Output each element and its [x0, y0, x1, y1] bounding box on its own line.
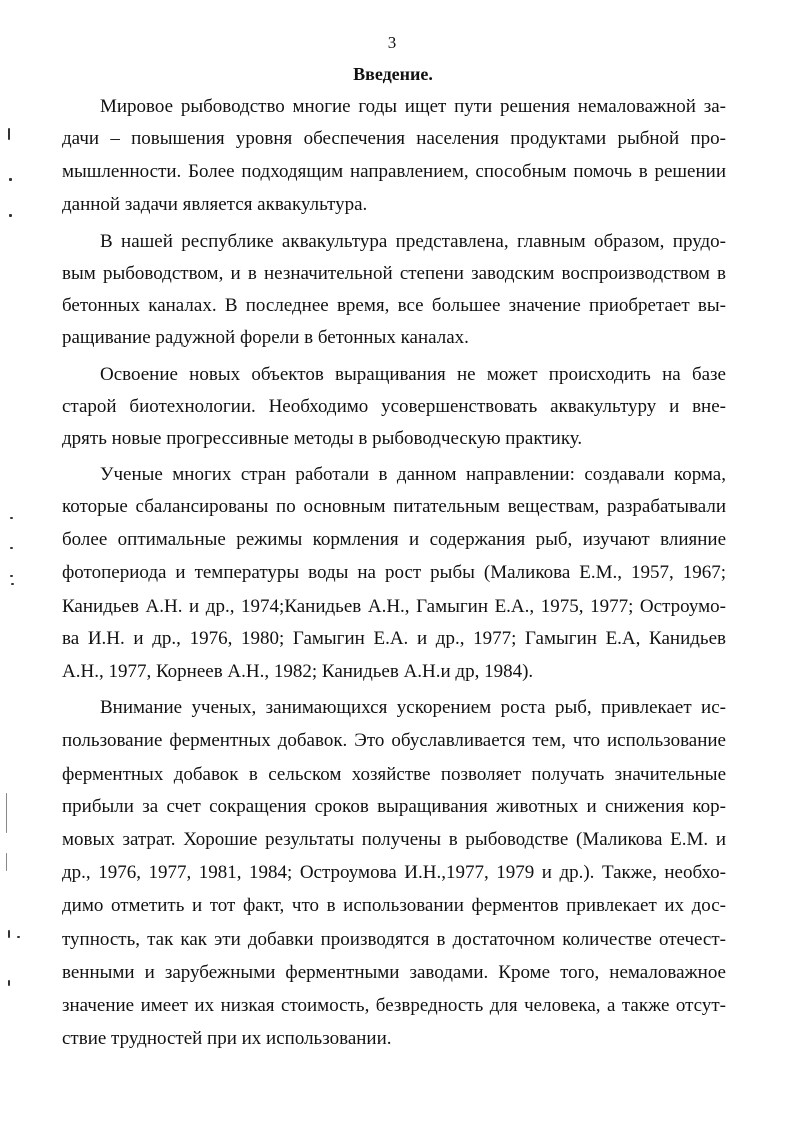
scan-speck — [8, 930, 10, 938]
scan-speck — [17, 936, 20, 938]
page-number: 3 — [387, 33, 397, 52]
text-line: Мировое рыбоводство многие годы ищет пути решения немаловажной за- — [100, 96, 726, 117]
text-line: В нашей республике аквакультура представлена, главным образом, прудо- — [100, 231, 726, 252]
text-line: мовых затрат. Хорошие результаты получены в рыбоводстве (Маликова Е.М. и — [62, 829, 726, 850]
text-line: дрять новые прогрессивные методы в рыбоводческую практику. — [62, 428, 583, 449]
text-line: старой биотехнологии. Необходимо усовершенствовать аквакультуру и вне- — [62, 396, 726, 417]
text-line: Ученые многих стран работали в данном направлении: создавали корма, — [100, 464, 726, 485]
scan-speck — [11, 583, 14, 585]
text-line: значение имеет их низкая стоимость, безвредность для человека, а также отсут- — [62, 995, 726, 1016]
text-line: Освоение новых объектов выращивания не может происходить на базе — [100, 364, 726, 385]
text-line: фотопериода и температуры воды на рост рыбы (Маликова Е.М., 1957, 1967; — [62, 562, 726, 583]
text-line: данной задачи является аквакультура. — [62, 194, 368, 215]
text-line: димо отметить и тот факт, что в использовании ферментов привлекает их дос- — [62, 895, 726, 916]
text-line: венными и зарубежными ферментными заводами. Кроме того, немаловажное — [62, 962, 726, 983]
text-line: бетонных каналах. В последнее время, все большее значение приобретает вы- — [62, 295, 726, 316]
text-line: ращивание радужной форели в бетонных каналах. — [62, 327, 469, 348]
text-line: ствие трудностей при их использовании. — [62, 1028, 392, 1049]
text-line: др., 1976, 1977, 1981, 1984; Остроумова И.Н.,1977, 1979 и др.). Также, необхо- — [62, 862, 726, 883]
text-line: прибыли за счет сокращения сроков выращивания животных и снижения кор- — [62, 796, 726, 817]
scan-speck — [9, 178, 12, 181]
text-line: вым рыбоводством, и в незначительной степени заводским воспроизводством в — [62, 263, 726, 284]
text-line: Внимание ученых, занимающихся ускорением роста рыб, привлекает ис- — [100, 697, 726, 718]
text-line: ферментных добавок в сельском хозяйстве позволяет получать значительные — [62, 764, 726, 785]
text-line: которые сбалансированы по основным питательным веществам, разрабатывали — [62, 496, 726, 517]
scan-speck — [8, 128, 10, 140]
scan-speck — [6, 853, 7, 871]
text-line: более оптимальные режимы кормления и содержания рыб, изучают влияние — [62, 529, 726, 550]
text-line: мышленности. Более подходящим направлением, способным помочь в решении — [62, 161, 726, 182]
text-line: пользование ферментных добавок. Это обуславливается тем, что использование — [62, 730, 726, 751]
text-line: дачи – повышения уровня обеспечения населения продуктами рыбной про- — [62, 128, 726, 149]
text-line: тупность, так как эти добавки производятся в достаточном количестве отечест- — [62, 929, 726, 950]
text-line: А.Н., 1977, Корнеев А.Н., 1982; Канидьев А.Н.и др, 1984). — [62, 661, 534, 682]
text-line: Канидьев А.Н. и др., 1974;Канидьев А.Н., Гамыгин Е.А., 1975, 1977; Остроумо- — [62, 596, 726, 617]
scan-speck — [8, 980, 10, 986]
text-line: ва И.Н. и др., 1976, 1980; Гамыгин Е.А. и др., 1977; Гамыгин Е.А, Канидьев — [62, 628, 726, 649]
scan-speck — [9, 214, 12, 217]
page-title: Введение. — [353, 64, 433, 84]
scan-speck — [10, 517, 13, 519]
scan-speck — [10, 547, 13, 549]
scan-speck — [10, 575, 13, 577]
scan-speck — [6, 793, 7, 833]
